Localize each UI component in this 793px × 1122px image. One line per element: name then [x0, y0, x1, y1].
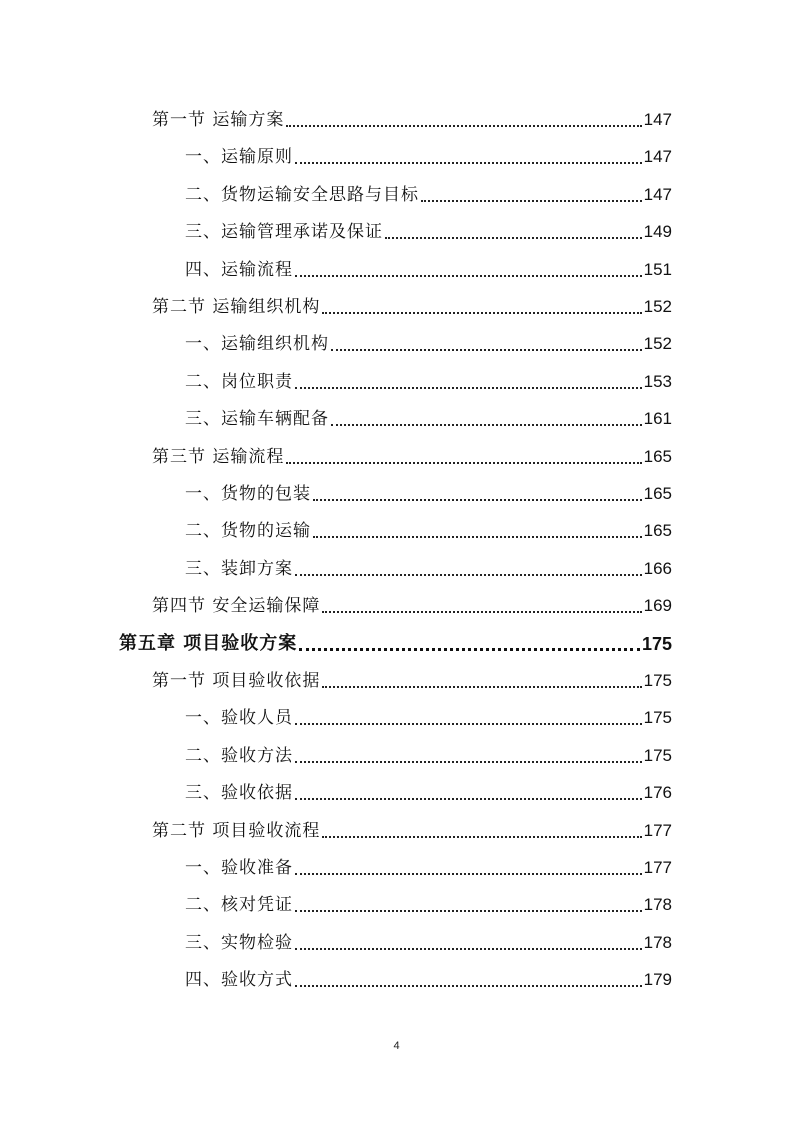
toc-entry-page: 178	[643, 895, 672, 915]
toc-entry-page: 175	[643, 671, 672, 690]
toc-entry-title: 二、验收方法	[185, 745, 293, 766]
toc-entry-page: 147	[643, 184, 672, 204]
toc-entry-page: 177	[643, 820, 672, 840]
toc-entry-title: 三、运输管理承诺及保证	[185, 222, 383, 243]
toc-entry-title: 第三节 运输流程	[152, 446, 285, 467]
toc-entry-page: 152	[643, 297, 672, 316]
toc-section-entry[interactable]	[152, 812, 672, 842]
toc-subsection-entry[interactable]	[185, 550, 672, 580]
toc-subsection-entry[interactable]	[185, 475, 672, 505]
dot-leader	[331, 335, 642, 351]
dot-leader	[295, 934, 642, 950]
dot-leader	[295, 148, 642, 164]
toc-entry-title: 四、运输流程	[185, 259, 293, 280]
toc-entry-title: 第二节 运输组织机构	[152, 297, 321, 317]
toc-subsection-entry[interactable]	[185, 849, 672, 879]
toc-subsection-entry[interactable]	[185, 737, 672, 767]
toc-subsection-entry[interactable]	[185, 774, 672, 804]
toc-entry-page: 161	[643, 409, 672, 429]
toc-entry-title: 一、货物的包装	[185, 484, 311, 504]
toc-entry-title: 二、核对凭证	[185, 895, 293, 916]
dot-leader	[331, 410, 642, 426]
page-number: 4	[393, 1040, 400, 1052]
toc-entry-page: 147	[643, 147, 672, 167]
toc-entry-title: 三、验收依据	[185, 783, 293, 804]
toc-subsection-entry[interactable]	[185, 699, 672, 729]
dot-leader	[295, 261, 642, 277]
toc-entry-title: 三、实物检验	[185, 932, 293, 953]
toc-chapter-entry[interactable]	[119, 625, 672, 655]
toc-entry-title: 一、运输组织机构	[185, 334, 329, 355]
dot-leader	[295, 560, 642, 576]
toc-entry-page: 177	[643, 858, 672, 877]
toc-entry-title: 二、货物的运输	[185, 521, 311, 542]
toc-entry-page: 175	[641, 633, 672, 654]
dot-leader	[385, 223, 642, 239]
toc-subsection-entry[interactable]	[185, 138, 672, 168]
toc-entry-page: 166	[643, 558, 672, 578]
toc-entry-page: 152	[643, 334, 672, 354]
toc-subsection-entry[interactable]	[185, 363, 672, 393]
toc-entry-title: 四、验收方式	[185, 970, 293, 991]
toc-entry-title: 第一节 项目验收依据	[152, 671, 321, 691]
toc-entry-page: 179	[643, 970, 672, 990]
dot-leader	[322, 298, 641, 314]
toc-subsection-entry[interactable]	[185, 961, 672, 991]
dot-leader	[295, 709, 642, 725]
toc-entry-page: 175	[643, 745, 672, 765]
toc-entry-page: 178	[643, 932, 672, 952]
dot-leader	[421, 186, 642, 202]
toc-entry-title: 一、运输原则	[185, 147, 293, 168]
toc-entry-page: 165	[643, 484, 672, 503]
toc-entry-page: 149	[643, 222, 672, 242]
toc-entry-title: 一、验收人员	[185, 708, 293, 729]
toc-entry-title: 二、岗位职责	[185, 371, 293, 392]
toc-entry-page: 147	[643, 110, 672, 129]
dot-leader	[322, 822, 641, 838]
toc-entry-title: 第二节 项目验收流程	[152, 820, 321, 841]
toc-section-entry[interactable]	[152, 288, 672, 318]
dot-leader	[313, 485, 642, 501]
toc-entry-title: 第五章 项目验收方案	[119, 632, 298, 654]
toc-entry-page: 165	[643, 521, 672, 541]
dot-leader	[286, 448, 641, 464]
toc-entry-page: 175	[643, 708, 672, 728]
toc-entry-page: 153	[643, 371, 672, 391]
dot-leader	[295, 373, 642, 389]
toc-section-entry[interactable]	[152, 438, 672, 468]
toc-entry-title: 三、运输车辆配备	[185, 409, 329, 430]
toc-subsection-entry[interactable]	[185, 176, 672, 206]
toc-entry-page: 176	[643, 783, 672, 803]
dot-leader	[322, 597, 641, 613]
toc-subsection-entry[interactable]	[185, 213, 672, 243]
toc-subsection-entry[interactable]	[185, 400, 672, 430]
toc-subsection-entry[interactable]	[185, 325, 672, 355]
toc-entry-title: 第一节 运输方案	[152, 110, 285, 130]
toc-section-entry[interactable]	[152, 662, 672, 692]
toc-entry-title: 三、装卸方案	[185, 558, 293, 579]
toc-entry-page: 169	[643, 596, 672, 616]
toc-subsection-entry[interactable]	[185, 924, 672, 954]
toc-entry-page: 151	[643, 259, 672, 279]
toc-subsection-entry[interactable]	[185, 886, 672, 916]
dot-leader	[295, 747, 642, 763]
toc-entry-title: 一、验收准备	[185, 858, 293, 878]
dot-leader	[295, 896, 642, 912]
toc-subsection-entry[interactable]	[185, 512, 672, 542]
toc-section-entry[interactable]	[152, 101, 672, 131]
toc-entry-title: 二、货物运输安全思路与目标	[185, 184, 419, 205]
dot-leader	[286, 111, 641, 127]
dot-leader	[295, 971, 642, 987]
dot-leader	[295, 784, 642, 800]
toc-entry-page: 165	[643, 446, 672, 466]
dot-leader	[295, 859, 642, 875]
toc-subsection-entry[interactable]	[185, 251, 672, 281]
dot-leader	[322, 672, 641, 688]
toc-entry-title: 第四节 安全运输保障	[152, 596, 321, 617]
dot-leader	[313, 522, 642, 538]
toc-section-entry[interactable]	[152, 587, 672, 617]
dot-leader	[299, 634, 640, 651]
